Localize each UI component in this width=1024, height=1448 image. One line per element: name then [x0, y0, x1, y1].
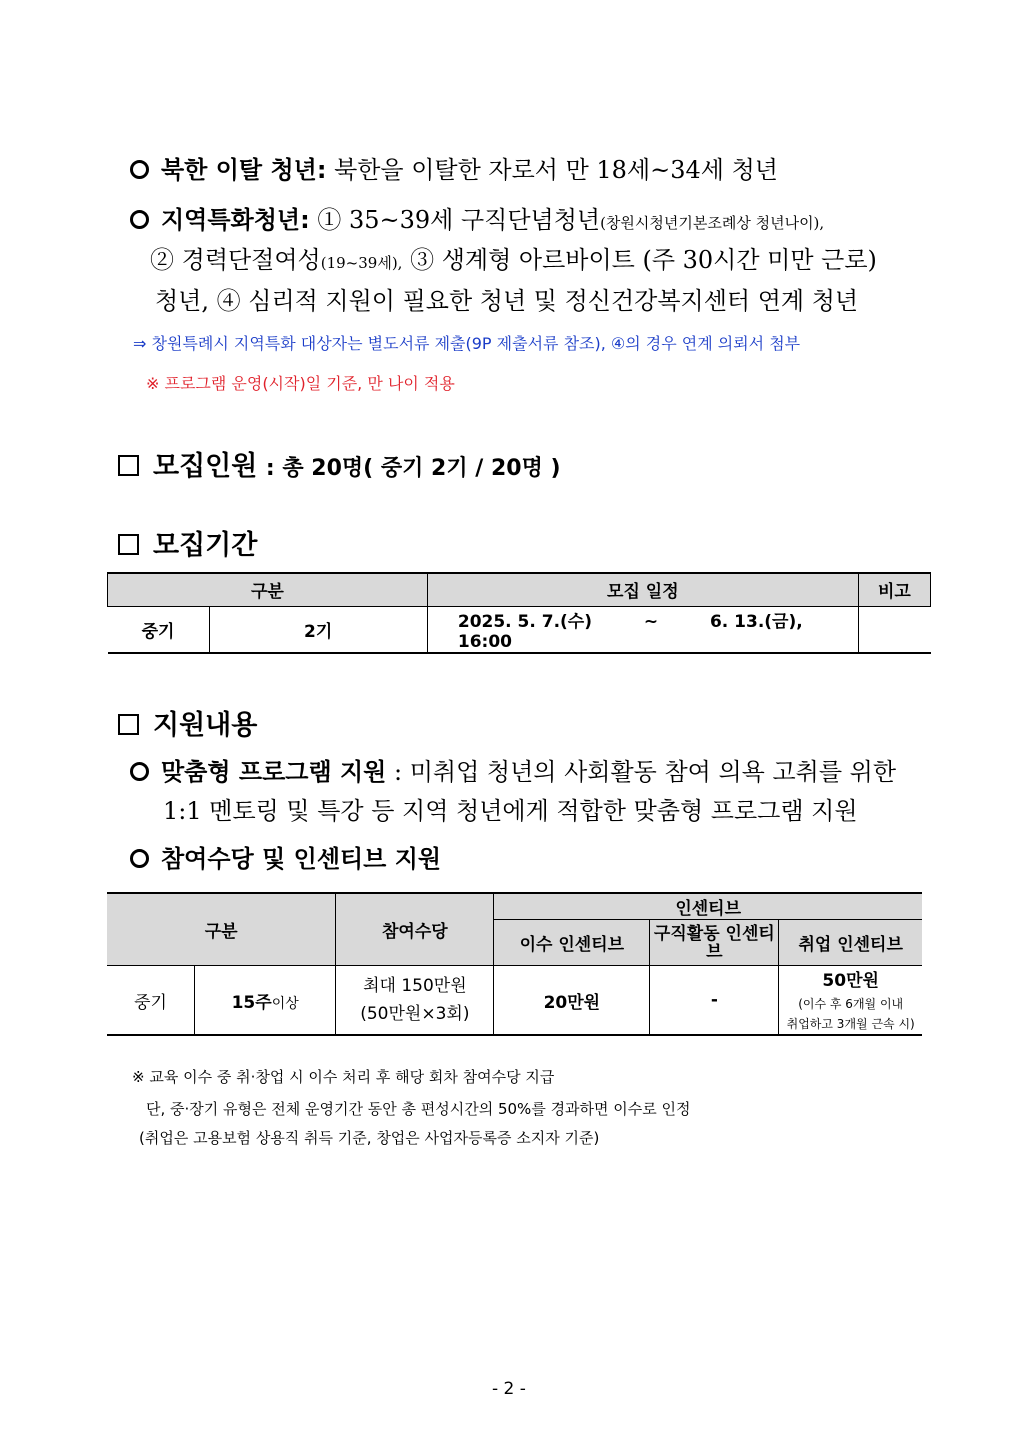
- custom-program-text-2: 1:1 멘토링 및 특강 등 지역 청년에게 적합한 맞춤형 프로그램 지원: [163, 797, 858, 825]
- recruit-period-heading: 모집기간: [153, 530, 258, 561]
- square-bullet-icon: [118, 714, 139, 735]
- circle-bullet-icon: [130, 210, 149, 229]
- allowance-type: 중기: [107, 966, 195, 1036]
- regional-item-1-note: (창원시청년기본조례상 청년나이),: [600, 214, 825, 232]
- recruit-count-line: [118, 444, 561, 483]
- allowance-employment: [779, 966, 922, 1036]
- allowance-amount: [336, 966, 494, 1036]
- support-note-1: ※ 교육 이수 중 취·창업 시 이수 처리 후 해당 회차 참여수당 지급: [132, 1068, 555, 1086]
- allowance-weeks: [195, 966, 336, 1036]
- regional-item-2: ② 경력단절여성: [150, 246, 321, 274]
- support-note-3: (취업은 고용보험 상용직 취득 기준, 창업은 사업자등록증 소지자 기준): [139, 1129, 600, 1147]
- regional-line-2: [150, 240, 930, 275]
- square-bullet-icon: [118, 455, 139, 476]
- custom-program-line-2: [163, 791, 858, 826]
- allowance-weeks-suffix: 이상: [271, 995, 299, 1012]
- period-header-schedule: 모집 일정: [427, 573, 858, 606]
- allowance-table: [107, 892, 922, 1036]
- recruit-count-heading: 모집인원: [153, 451, 258, 482]
- regional-line-1: [130, 200, 824, 235]
- period-start: 2025. 5. 7.(수): [457, 611, 593, 632]
- custom-program-text-1: : 미취업 청년의 사회활동 참여 의욕 고취를 위한: [394, 758, 896, 786]
- period-end: 6. 13.(금), 16:00: [457, 611, 803, 652]
- custom-program-title: 맞춤형 프로그램 지원: [161, 758, 387, 786]
- allowance-header-employment: 취업 인센티브: [779, 920, 922, 966]
- period-term: 2기: [209, 606, 427, 653]
- defector-text: 북한을 이탈한 자로서 만 18세~34세 청년: [334, 156, 778, 184]
- regional-line-3: [155, 281, 858, 316]
- period-note: [858, 606, 930, 653]
- defector-title: 북한 이탈 청년:: [161, 156, 327, 184]
- allowance-amount-main: 최대 150만원: [363, 976, 467, 996]
- regional-title: 지역특화청년:: [161, 206, 310, 234]
- allowance-header-jobsearch: 구직활동 인센티브: [650, 920, 779, 966]
- circle-bullet-icon: [130, 762, 149, 781]
- defector-line: [130, 150, 778, 185]
- allowance-header-category: 구분: [107, 893, 336, 966]
- allowance-jobsearch: -: [650, 966, 779, 1036]
- period-header-category: 구분: [108, 573, 428, 606]
- support-heading-line: [118, 703, 257, 742]
- support-note-2: 단, 중·장기 유형은 전체 운영기간 동안 총 편성시간의 50%를 경과하면 이수로 인정: [146, 1100, 691, 1118]
- note-red: ※ 프로그램 운영(시작)일 기준, 만 나이 적용: [146, 374, 455, 393]
- allowance-header-incentive: 인센티브: [494, 893, 922, 920]
- recruit-count-text: : 총 20명( 중기 2기 / 20명 ): [265, 456, 561, 481]
- period-type: 중기: [108, 606, 210, 653]
- allowance-line: [130, 839, 441, 874]
- support-heading: 지원내용: [153, 710, 258, 741]
- square-bullet-icon: [118, 534, 139, 555]
- period-header-note: 비고: [858, 573, 930, 606]
- note-blue: ⇒ 창원특례시 지역특화 대상자는 별도서류 제출(9P 제출서류 참조), ④의 경우 연계 의뢰서 첨부: [133, 334, 801, 353]
- period-tilde: ~: [643, 611, 659, 632]
- regional-item-2-note: (19~39세),: [320, 254, 403, 272]
- allowance-title: 참여수당 및 인센티브 지원: [161, 845, 442, 873]
- allowance-completion: 20만원: [494, 966, 650, 1036]
- custom-program-line-1: [130, 752, 896, 787]
- page-number: - 2 -: [492, 1379, 526, 1399]
- period-schedule: [427, 606, 858, 653]
- regional-item-3: ③ 생계형 아르바이트 (주 30시간 미만 근로): [410, 246, 877, 274]
- allowance-employment-main: 50만원: [822, 971, 879, 991]
- regional-item-1: ① 35~39세 구직단념청년: [317, 206, 601, 234]
- allowance-header-allowance: 참여수당: [336, 893, 494, 966]
- allowance-amount-sub: (50만원×3회): [360, 1004, 470, 1024]
- allowance-header-completion: 이수 인센티브: [494, 920, 650, 966]
- allowance-employment-sub1: (이수 후 6개월 이내: [798, 997, 904, 1011]
- allowance-weeks-main: 15주: [231, 992, 272, 1013]
- circle-bullet-icon: [130, 849, 149, 868]
- recruit-period-line: [118, 523, 257, 562]
- recruit-period-table: [107, 572, 931, 654]
- circle-bullet-icon: [130, 160, 149, 179]
- allowance-employment-sub2: 취업하고 3개월 근속 시): [786, 1017, 915, 1031]
- regional-item-4: 청년, ④ 심리적 지원이 필요한 청년 및 정신건강복지센터 연계 청년: [155, 287, 859, 315]
